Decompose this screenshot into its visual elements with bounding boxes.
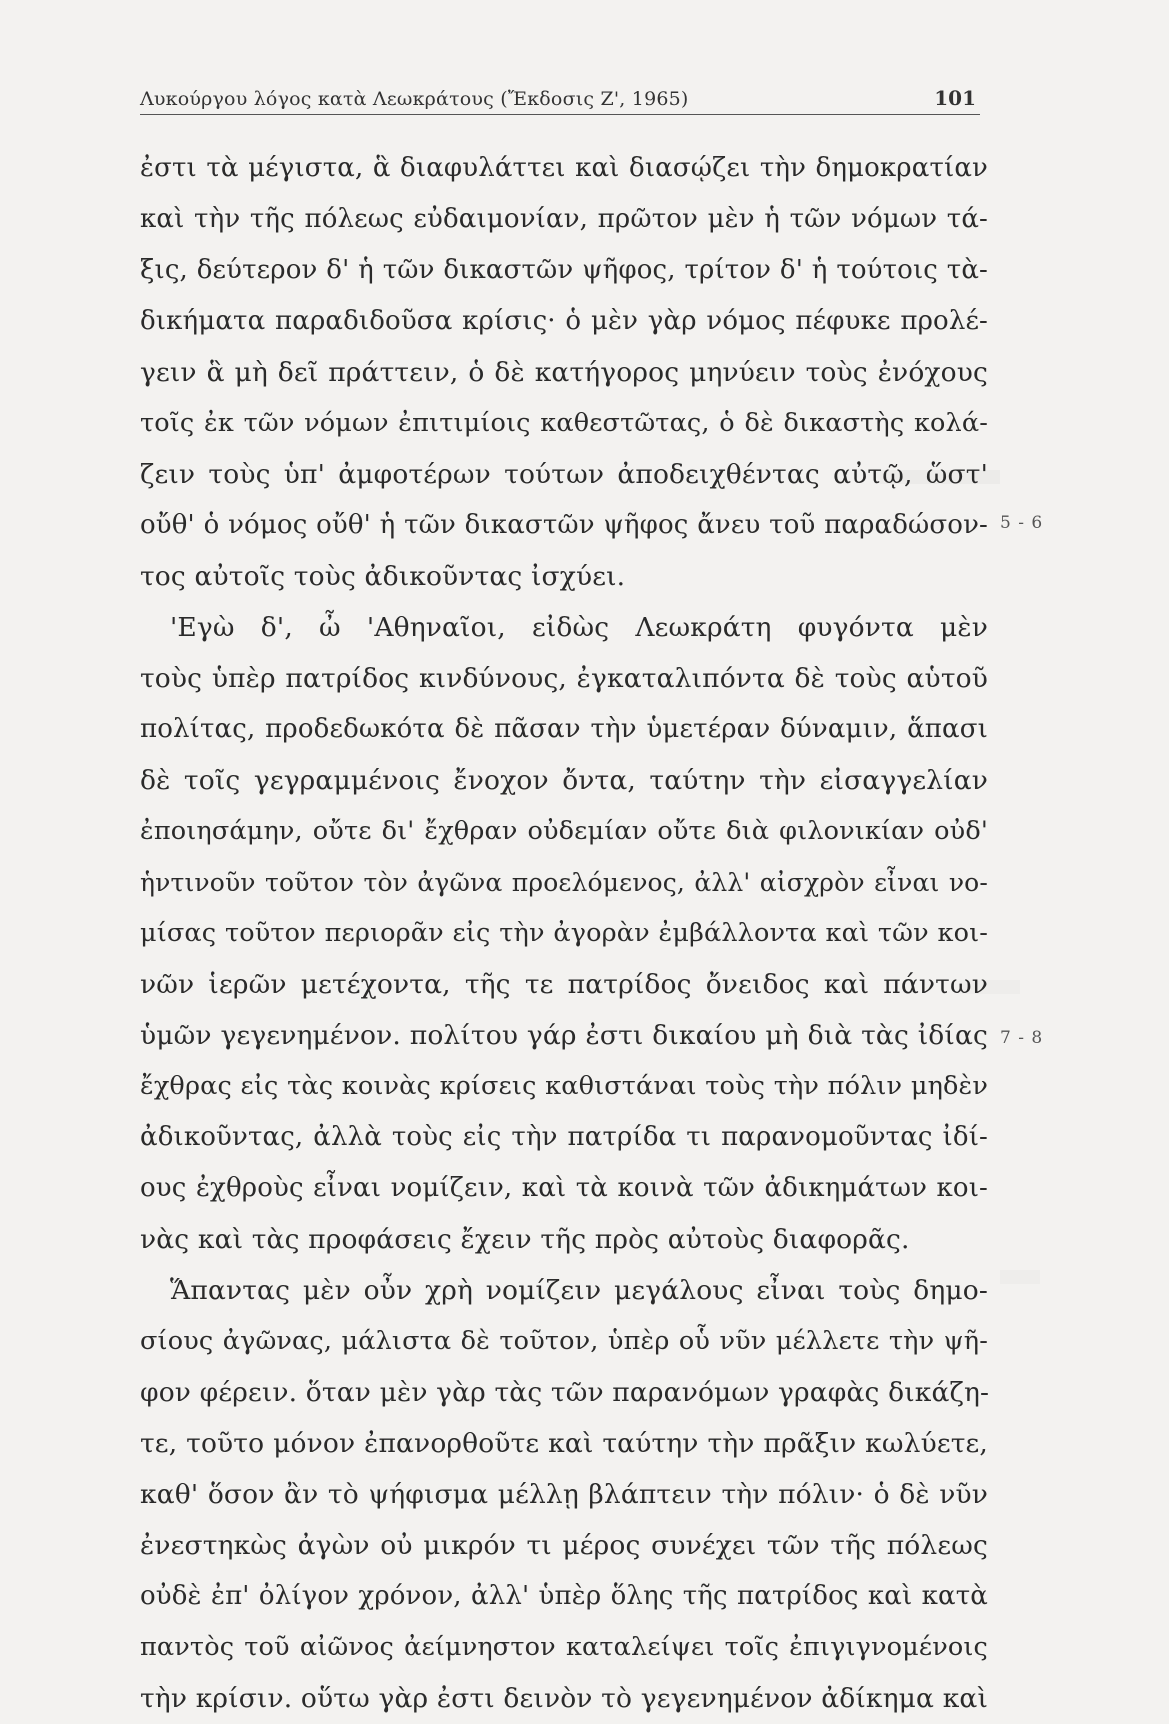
text-line: γειν ἃ μὴ δεῖ πράττειν, ὁ δὲ κατήγορος μηνύειν τοὺς ἐνόχους xyxy=(140,357,988,388)
text-line: δικήματα παραδιδοῦσα κρίσις· ὁ μὲν γὰρ νόμος πέφυκε προλέ- xyxy=(140,306,988,336)
text-line: ζειν τοὺς ὑπ' ἀμφοτέρων τούτων ἀποδειχθέντας αὐτῷ, ὥστ' xyxy=(140,459,988,490)
text-line: νὰς καὶ τὰς προφάσεις ἔχειν τῆς πρὸς αὐτοὺς διαφορᾶς. xyxy=(140,1224,910,1255)
margin-section-note: 7 - 8 xyxy=(1000,1028,1044,1048)
text-line: καθ' ὅσον ἂν τὸ ψήφισμα μέλλῃ βλάπτειν τὴν πόλιν· ὁ δὲ νῦν xyxy=(140,1479,988,1510)
text-line: μίσας τοῦτον περιορᾶν εἰς τὴν ἀγορὰν ἐμβάλλοντα καὶ τῶν κοι- xyxy=(140,918,988,948)
text-line: Ἅπαντας μὲν οὖν χρὴ νομίζειν μεγάλους εἶναι τοὺς δημο- xyxy=(170,1275,988,1306)
running-title: Λυκούργου λόγος κατὰ Λεωκράτους (Ἔκδοσις Ζ', 1965) xyxy=(140,88,689,110)
text-line: τοὺς ὑπὲρ πατρίδος κινδύνους, ἐγκαταλιπόντα δὲ τοὺς αὑτοῦ xyxy=(140,663,988,694)
text-line: ἐστι τὰ μέγιστα, ἃ διαφυλάττει καὶ διασῴζει τὴν δημοκρατίαν xyxy=(140,153,988,183)
text-line: ἐνεστηκὼς ἀγὼν οὐ μικρόν τι μέρος συνέχει τῶν τῆς πόλεως xyxy=(140,1530,988,1561)
text-line: σίους ἀγῶνας, μάλιστα δὲ τοῦτον, ὑπὲρ οὗ νῦν μέλλετε τὴν ψῆ- xyxy=(140,1326,988,1356)
text-line: 'Εγὼ δ', ὦ 'Αθηναῖοι, εἰδὼς Λεωκράτη φυγόντα μὲν xyxy=(170,612,988,643)
text-line: τε, τοῦτο μόνον ἐπανορθοῦτε καὶ ταύτην τὴν πρᾶξιν κωλύετε, xyxy=(140,1428,988,1459)
text-line: ἀδικοῦντας, ἀλλὰ τοὺς εἰς τὴν πατρίδα τι παρανομοῦντας ἰδί- xyxy=(140,1122,988,1152)
text-line: τὴν κρίσιν. οὕτω γὰρ ἐστι δεινὸν τὸ γεγενημένον ἀδίκημα καὶ xyxy=(140,1683,988,1714)
text-line: ους ἐχθροὺς εἶναι νομίζειν, καὶ τὰ κοινὰ τῶν ἀδικημάτων κοι- xyxy=(140,1173,988,1203)
text-line: πολίτας, προδεδωκότα δὲ πᾶσαν τὴν ὑμετέραν δύναμιν, ἅπασι xyxy=(140,714,988,744)
page-number: 101 xyxy=(934,86,976,110)
text-line: παντὸς τοῦ αἰῶνος ἀείμνηστον καταλείψει τοῖς ἐπιγιγνομένοις xyxy=(140,1632,988,1662)
text-line: φον φέρειν. ὅταν μὲν γὰρ τὰς τῶν παρανόμων γραφὰς δικάζη- xyxy=(140,1377,990,1408)
text-line: καὶ τὴν τῆς πόλεως εὐδαιμονίαν, πρῶτον μὲν ἡ τῶν νόμων τά- xyxy=(140,204,988,234)
text-line: νῶν ἱερῶν μετέχοντα, τῆς τε πατρίδος ὄνειδος καὶ πάντων xyxy=(140,969,988,1000)
text-line: οὔθ' ὁ νόμος οὔθ' ἡ τῶν δικαστῶν ψῆφος ἄνευ τοῦ παραδώσον- xyxy=(140,510,988,540)
text-line: οὐδὲ ἐπ' ὀλίγον χρόνον, ἀλλ' ὑπὲρ ὅλης τῆς πατρίδος καὶ κατὰ xyxy=(140,1581,988,1611)
text-line: τοῖς ἐκ τῶν νόμων ἐπιτιμίοις καθεστῶτας, ὁ δὲ δικαστὴς κολά- xyxy=(140,408,988,438)
text-line: δὲ τοῖς γεγραμμένοις ἔνοχον ὄντα, ταύτην τὴν εἰσαγγελίαν xyxy=(140,765,988,796)
text-line: τος αὐτοῖς τοὺς ἀδικοῦντας ἰσχύει. xyxy=(140,561,626,592)
running-header xyxy=(140,84,980,115)
text-line: ὑμῶν γεγενημένον. πολίτου γάρ ἐστι δικαίου μὴ διὰ τὰς ἰδίας xyxy=(140,1020,988,1051)
margin-section-note: 5 - 6 xyxy=(1000,513,1044,533)
text-line: ἡντινοῦν τοῦτον τὸν ἀγῶνα προελόμενος, ἀλλ' αἰσχρὸν εἶναι νο- xyxy=(140,868,988,897)
text-line: ἐποιησάμην, οὔτε δι' ἔχθραν οὐδεμίαν οὔτε διὰ φιλονικίαν οὐδ' xyxy=(140,816,988,846)
bleed-through-shadow xyxy=(1000,1270,1040,1284)
text-line: ἔχθρας εἰς τὰς κοινὰς κρίσεις καθιστάναι τοὺς τὴν πόλιν μηδὲν xyxy=(140,1071,988,1101)
text-line: ξις, δεύτερον δ' ἡ τῶν δικαστῶν ψῆφος, τρίτον δ' ἡ τούτοις τὰ- xyxy=(140,255,988,285)
body-text xyxy=(140,143,988,1724)
